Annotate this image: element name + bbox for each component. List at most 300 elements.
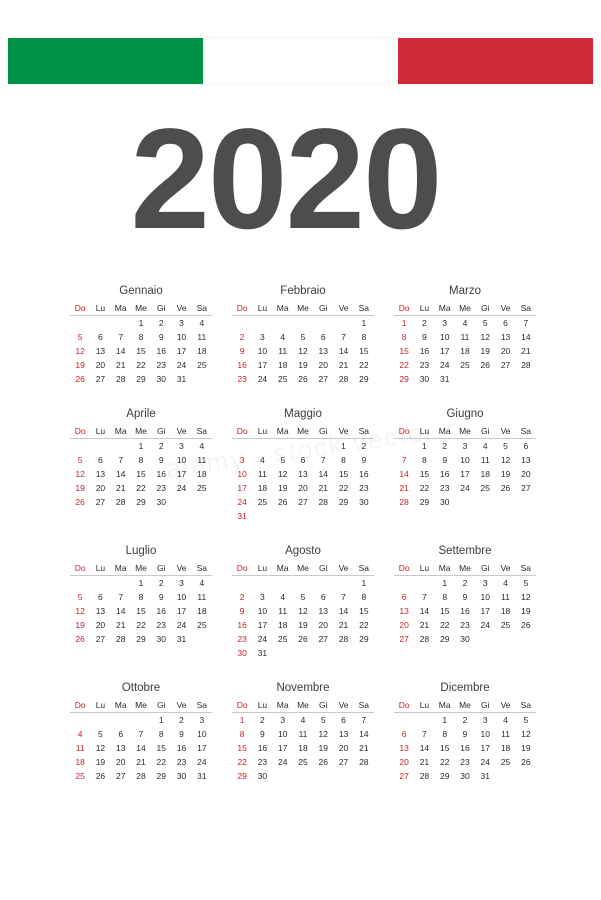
day-cell: 19 — [95, 757, 106, 767]
weekday-header-row — [70, 562, 212, 576]
week-row — [394, 467, 536, 481]
weekday-ve: Ve — [171, 302, 191, 316]
weekday-lu: Lu — [252, 425, 272, 439]
day-cell: 9 — [260, 729, 265, 739]
month-table — [394, 562, 536, 646]
day-cell: 20 — [115, 757, 126, 767]
day-cell: 8 — [239, 729, 245, 739]
month-table — [394, 302, 536, 386]
day-cell: 24 — [237, 497, 247, 507]
day-cell: 15 — [136, 469, 146, 479]
day-cell: 7 — [118, 455, 124, 465]
weekday-sa: Sa — [354, 302, 374, 316]
day-cell: 18 — [197, 469, 207, 479]
day-cell: 23 — [156, 620, 166, 630]
weekday-lu: Lu — [90, 699, 110, 713]
weekday-sa: Sa — [516, 562, 536, 576]
weekday-sa: Sa — [354, 562, 374, 576]
week-row — [394, 755, 536, 769]
day-cell: 15 — [237, 743, 247, 753]
day-cell: 2 — [158, 578, 164, 588]
day-cell: 27 — [95, 497, 106, 507]
day-cell: 18 — [257, 483, 268, 493]
day-cell: 12 — [75, 606, 85, 616]
day-cell: 29 — [136, 497, 146, 507]
day-cell: 24 — [197, 757, 207, 767]
day-cell: 1 — [422, 441, 427, 451]
day-cell: 28 — [521, 360, 531, 370]
day-cell-empty — [273, 576, 293, 591]
day-cell: 22 — [439, 620, 450, 630]
day-cell: 15 — [359, 346, 369, 356]
day-cell: 7 — [422, 729, 427, 739]
day-cell: 3 — [260, 592, 265, 602]
day-cell-empty — [495, 769, 515, 783]
day-cell: 11 — [501, 592, 510, 602]
day-cell-empty — [252, 576, 272, 591]
day-cell: 3 — [179, 441, 184, 451]
month-febbraio — [232, 285, 374, 386]
day-cell: 12 — [521, 729, 531, 739]
week-row — [70, 481, 212, 495]
day-cell: 20 — [95, 483, 106, 493]
day-cell: 4 — [77, 729, 83, 739]
week-row — [394, 453, 536, 467]
day-cell: 3 — [462, 441, 468, 451]
day-cell: 31 — [176, 374, 187, 384]
weekday-me: Me — [131, 302, 151, 316]
weekday-ve: Ve — [333, 302, 353, 316]
day-cell: 9 — [462, 592, 468, 602]
weekday-ve: Ve — [171, 562, 191, 576]
day-cell: 14 — [419, 606, 430, 616]
day-cell: 19 — [521, 743, 531, 753]
day-cell-empty — [252, 316, 272, 331]
day-cell: 10 — [480, 729, 490, 739]
day-cell-empty — [70, 713, 90, 728]
day-cell-empty — [293, 576, 313, 591]
month-maggio — [232, 408, 374, 523]
day-cell: 9 — [442, 455, 448, 465]
week-row — [394, 576, 536, 591]
weekday-me: Me — [293, 302, 313, 316]
day-cell: 26 — [95, 771, 106, 781]
day-cell: 20 — [399, 620, 409, 630]
day-cell: 19 — [298, 360, 308, 370]
day-cell: 2 — [361, 441, 367, 451]
weekday-sa: Sa — [354, 699, 374, 713]
day-cell: 20 — [318, 360, 328, 370]
day-cell: 18 — [277, 620, 288, 630]
day-cell: 11 — [278, 606, 288, 616]
day-cell: 3 — [239, 455, 245, 465]
day-cell-empty — [394, 713, 414, 728]
weekday-lu: Lu — [252, 302, 272, 316]
week-row — [232, 632, 374, 646]
week-row — [232, 344, 374, 358]
day-cell: 19 — [75, 620, 85, 630]
day-cell: 21 — [115, 483, 126, 493]
day-cell: 2 — [158, 318, 164, 328]
weekday-sa: Sa — [516, 302, 536, 316]
day-cell: 28 — [338, 634, 349, 644]
day-cell: 12 — [318, 729, 328, 739]
weekday-ma: Ma — [273, 699, 293, 713]
day-cell: 12 — [95, 743, 106, 753]
day-cell: 10 — [439, 332, 450, 342]
day-cell: 9 — [158, 592, 164, 602]
weekday-header-row — [394, 699, 536, 713]
weekday-ve: Ve — [171, 699, 191, 713]
day-cell: 11 — [258, 469, 267, 479]
week-row — [70, 467, 212, 481]
day-cell: 20 — [95, 620, 106, 630]
weekday-gi: Gi — [313, 699, 333, 713]
day-cell: 11 — [298, 729, 308, 739]
weekday-ma: Ma — [435, 302, 455, 316]
day-cell: 10 — [176, 592, 187, 602]
week-row — [70, 439, 212, 454]
weekday-gi: Gi — [475, 425, 495, 439]
week-row — [70, 453, 212, 467]
day-cell: 20 — [298, 483, 308, 493]
day-cell: 27 — [95, 634, 106, 644]
day-cell: 29 — [237, 771, 247, 781]
day-cell: 17 — [480, 606, 490, 616]
day-cell: 15 — [399, 346, 409, 356]
day-cell: 8 — [138, 592, 144, 602]
month-table — [70, 699, 212, 783]
day-cell: 1 — [401, 318, 407, 328]
weekday-lu: Lu — [90, 562, 110, 576]
day-cell: 13 — [521, 455, 531, 465]
weekday-ma: Ma — [435, 562, 455, 576]
day-cell: 17 — [439, 346, 450, 356]
week-row — [70, 618, 212, 632]
weekday-sa: Sa — [516, 425, 536, 439]
day-cell: 14 — [136, 743, 146, 753]
day-cell: 25 — [460, 360, 470, 370]
weekday-do: Do — [70, 562, 90, 576]
day-cell: 4 — [199, 318, 205, 328]
day-cell: 17 — [176, 606, 187, 616]
day-cell: 7 — [523, 318, 529, 328]
week-row — [394, 344, 536, 358]
day-cell: 11 — [480, 455, 490, 465]
day-cell: 26 — [521, 620, 531, 630]
day-cell: 26 — [298, 634, 308, 644]
day-cell: 4 — [260, 455, 265, 465]
day-cell: 10 — [480, 592, 490, 602]
weekday-ve: Ve — [333, 562, 353, 576]
day-cell-empty — [293, 509, 313, 523]
day-cell: 29 — [419, 497, 430, 507]
day-cell: 29 — [338, 497, 349, 507]
weekday-gi: Gi — [151, 425, 171, 439]
day-cell: 1 — [442, 578, 448, 588]
day-cell: 1 — [341, 441, 346, 451]
day-cell-empty — [516, 769, 536, 783]
day-cell-empty — [111, 439, 131, 454]
day-cell: 9 — [158, 455, 164, 465]
day-cell: 2 — [260, 715, 265, 725]
month-novembre — [232, 682, 374, 783]
day-cell: 25 — [277, 634, 288, 644]
month-row — [70, 682, 540, 783]
weekday-lu: Lu — [90, 302, 110, 316]
weekday-gi: Gi — [475, 699, 495, 713]
weekday-ma: Ma — [111, 425, 131, 439]
day-cell-empty — [475, 632, 495, 646]
day-cell: 8 — [341, 455, 346, 465]
day-cell: 15 — [136, 346, 146, 356]
weekday-me: Me — [293, 425, 313, 439]
weekday-gi: Gi — [313, 425, 333, 439]
day-cell-empty — [313, 576, 333, 591]
day-cell: 7 — [138, 729, 144, 739]
day-cell: 4 — [280, 332, 286, 342]
weekday-me: Me — [455, 699, 475, 713]
day-cell-empty — [313, 316, 333, 331]
day-cell: 15 — [359, 606, 369, 616]
day-cell: 6 — [118, 729, 124, 739]
week-row — [232, 713, 374, 728]
day-cell-empty — [192, 632, 212, 646]
weekday-do: Do — [232, 699, 252, 713]
day-cell: 28 — [338, 374, 349, 384]
day-cell: 7 — [341, 332, 346, 342]
year-title: 2020 — [130, 100, 441, 259]
weekday-lu: Lu — [414, 699, 434, 713]
weekday-ve: Ve — [495, 699, 515, 713]
day-cell: 8 — [361, 332, 367, 342]
weekday-lu: Lu — [90, 425, 110, 439]
day-cell-empty — [414, 713, 434, 728]
day-cell-empty — [394, 439, 414, 454]
day-cell: 16 — [359, 469, 369, 479]
day-cell-empty — [293, 769, 313, 783]
day-cell: 13 — [399, 606, 409, 616]
day-cell-empty — [111, 576, 131, 591]
week-row — [232, 576, 374, 591]
day-cell: 25 — [197, 620, 207, 630]
week-row — [70, 604, 212, 618]
day-cell: 25 — [257, 497, 268, 507]
weekday-do: Do — [394, 302, 414, 316]
week-row — [232, 590, 374, 604]
day-cell-empty — [475, 495, 495, 509]
day-cell: 28 — [136, 771, 146, 781]
day-cell: 23 — [237, 634, 247, 644]
day-cell-empty — [273, 316, 293, 331]
day-cell: 11 — [278, 346, 288, 356]
day-cell: 5 — [300, 332, 306, 342]
day-cell: 25 — [500, 620, 511, 630]
day-cell: 24 — [176, 620, 187, 630]
day-cell-empty — [131, 713, 151, 728]
day-cell: 21 — [338, 620, 349, 630]
day-cell: 10 — [257, 606, 268, 616]
day-cell: 6 — [98, 455, 103, 465]
day-cell: 4 — [462, 318, 468, 328]
day-cell: 14 — [318, 469, 328, 479]
week-row — [394, 727, 536, 741]
day-cell: 1 — [138, 441, 144, 451]
day-cell: 17 — [257, 620, 268, 630]
day-cell: 24 — [257, 374, 268, 384]
day-cell: 5 — [503, 441, 508, 451]
weekday-header-row — [70, 699, 212, 713]
day-cell: 2 — [239, 592, 245, 602]
month-name: Luglio — [125, 545, 157, 557]
month-name: Marzo — [449, 285, 481, 297]
day-cell: 18 — [75, 757, 85, 767]
day-cell: 1 — [442, 715, 448, 725]
day-cell: 3 — [199, 715, 205, 725]
weekday-header-row — [70, 425, 212, 439]
day-cell: 5 — [482, 318, 488, 328]
day-cell: 15 — [136, 606, 146, 616]
week-row — [394, 618, 536, 632]
day-cell-empty — [354, 646, 374, 660]
day-cell: 13 — [318, 346, 328, 356]
weekday-do: Do — [232, 425, 252, 439]
day-cell: 10 — [197, 729, 207, 739]
day-cell: 17 — [176, 469, 187, 479]
day-cell: 5 — [98, 729, 103, 739]
weekday-gi: Gi — [475, 302, 495, 316]
day-cell: 10 — [176, 455, 187, 465]
day-cell: 20 — [399, 757, 409, 767]
day-cell: 4 — [300, 715, 306, 725]
day-cell: 11 — [197, 332, 207, 342]
day-cell: 14 — [338, 346, 349, 356]
weekday-gi: Gi — [151, 699, 171, 713]
day-cell-empty — [293, 316, 313, 331]
month-marzo — [394, 285, 536, 386]
weekday-me: Me — [293, 562, 313, 576]
month-aprile — [70, 408, 212, 523]
week-row — [70, 727, 212, 741]
week-row — [70, 330, 212, 344]
week-row — [232, 755, 374, 769]
weekday-header-row — [232, 302, 374, 316]
day-cell: 26 — [75, 374, 85, 384]
month-luglio — [70, 545, 212, 660]
day-cell: 23 — [460, 757, 470, 767]
month-name: Settembre — [438, 545, 492, 557]
day-cell: 12 — [298, 346, 308, 356]
day-cell: 1 — [239, 715, 245, 725]
month-name: Agosto — [285, 545, 321, 557]
weekday-ve: Ve — [171, 425, 191, 439]
month-table — [232, 562, 374, 660]
weekday-header-row — [232, 425, 374, 439]
day-cell: 7 — [401, 455, 407, 465]
day-cell: 16 — [439, 469, 450, 479]
day-cell: 31 — [439, 374, 450, 384]
day-cell: 14 — [419, 743, 430, 753]
day-cell: 15 — [439, 606, 450, 616]
month-table — [70, 425, 212, 509]
month-name: Aprile — [126, 408, 156, 420]
day-cell: 26 — [521, 757, 531, 767]
day-cell: 20 — [521, 469, 531, 479]
day-cell: 10 — [257, 346, 268, 356]
weekday-do: Do — [232, 302, 252, 316]
day-cell: 6 — [523, 441, 529, 451]
day-cell: 15 — [419, 469, 430, 479]
day-cell: 20 — [338, 743, 349, 753]
week-row — [394, 741, 536, 755]
day-cell-empty — [192, 495, 212, 509]
week-row — [70, 495, 212, 509]
weekday-do: Do — [70, 699, 90, 713]
week-row — [232, 769, 374, 783]
day-cell: 29 — [359, 374, 369, 384]
day-cell-empty — [273, 509, 293, 523]
day-cell: 2 — [158, 441, 164, 451]
day-cell: 16 — [460, 743, 470, 753]
day-cell: 9 — [158, 332, 164, 342]
day-cell: 18 — [197, 606, 207, 616]
day-cell: 21 — [115, 360, 126, 370]
day-cell: 22 — [359, 360, 369, 370]
day-cell: 12 — [521, 592, 531, 602]
weekday-header-row — [232, 562, 374, 576]
day-cell: 3 — [260, 332, 265, 342]
day-cell-empty — [394, 576, 414, 591]
day-cell: 16 — [460, 606, 470, 616]
week-row — [394, 632, 536, 646]
day-cell: 12 — [500, 455, 511, 465]
day-cell: 30 — [237, 648, 247, 658]
day-cell: 1 — [361, 578, 367, 588]
day-cell: 6 — [320, 332, 326, 342]
day-cell: 14 — [338, 606, 349, 616]
day-cell: 26 — [298, 374, 308, 384]
day-cell: 26 — [318, 757, 328, 767]
day-cell-empty — [70, 576, 90, 591]
weekday-do: Do — [232, 562, 252, 576]
month-gennaio — [70, 285, 212, 386]
day-cell: 5 — [320, 715, 326, 725]
day-cell: 30 — [156, 497, 166, 507]
day-cell: 22 — [399, 360, 409, 370]
weekday-sa: Sa — [192, 425, 212, 439]
white-stripe — [203, 38, 398, 84]
weekday-gi: Gi — [151, 562, 171, 576]
day-cell: 6 — [503, 318, 508, 328]
month-name: Giugno — [446, 408, 484, 420]
week-row — [232, 439, 374, 454]
day-cell-empty — [252, 509, 272, 523]
day-cell-empty — [516, 495, 536, 509]
week-row — [232, 467, 374, 481]
day-cell-empty — [252, 439, 272, 454]
day-cell: 16 — [257, 743, 268, 753]
day-cell: 19 — [480, 346, 490, 356]
week-row — [70, 590, 212, 604]
day-cell: 4 — [199, 578, 205, 588]
day-cell: 27 — [95, 374, 106, 384]
day-cell: 13 — [95, 606, 106, 616]
day-cell: 3 — [179, 578, 184, 588]
weekday-lu: Lu — [252, 562, 272, 576]
weekday-ma: Ma — [111, 302, 131, 316]
day-cell: 27 — [399, 771, 409, 781]
month-settembre — [394, 545, 536, 660]
